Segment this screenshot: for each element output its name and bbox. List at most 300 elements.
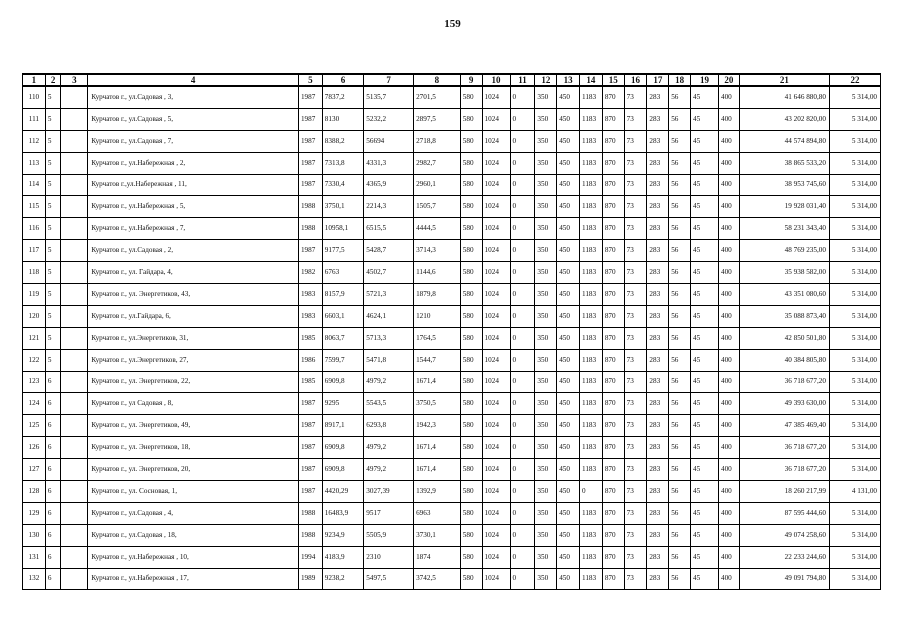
table-cell: Курчатов г., ул.Набережная , 5, xyxy=(88,196,299,218)
table-cell: 5 xyxy=(45,130,61,152)
table-cell: 1983 xyxy=(298,305,322,327)
header-row xyxy=(23,74,881,86)
table-cell xyxy=(61,437,88,459)
table-cell: 45 xyxy=(690,108,718,130)
table-cell: 8130 xyxy=(322,108,363,130)
table-cell: 6 xyxy=(45,459,61,481)
column-header: 13 xyxy=(557,74,580,86)
table-row xyxy=(23,196,881,218)
table-cell: 283 xyxy=(647,481,669,503)
table-row xyxy=(23,459,881,481)
table-cell: 45 xyxy=(690,262,718,284)
table-cell: 400 xyxy=(718,305,739,327)
table-cell: 350 xyxy=(535,152,557,174)
table-cell: 6515,5 xyxy=(364,218,414,240)
table-cell: 73 xyxy=(624,459,647,481)
table-cell: 73 xyxy=(624,305,647,327)
table-cell: 870 xyxy=(602,284,624,306)
column-header: 18 xyxy=(669,74,691,86)
table-cell: 580 xyxy=(460,524,482,546)
table-cell: 400 xyxy=(718,437,739,459)
table-cell: 1986 xyxy=(298,349,322,371)
table-cell: 450 xyxy=(557,546,580,568)
table-cell: 56 xyxy=(669,546,691,568)
table-cell: 350 xyxy=(535,130,557,152)
table-cell: 9234,9 xyxy=(322,524,363,546)
table-cell: 350 xyxy=(535,437,557,459)
table-cell: 283 xyxy=(647,524,669,546)
table-cell: 56 xyxy=(669,437,691,459)
table-cell: 580 xyxy=(460,349,482,371)
table-row xyxy=(23,218,881,240)
table-cell: 6293,8 xyxy=(364,415,414,437)
table-cell: 2701,5 xyxy=(414,86,461,108)
table-cell: 870 xyxy=(602,305,624,327)
table-cell: 36 718 677,20 xyxy=(739,371,829,393)
table-cell: 450 xyxy=(557,502,580,524)
table-cell: 47 385 469,40 xyxy=(739,415,829,437)
table-cell: 1874 xyxy=(414,546,461,568)
table-row xyxy=(23,284,881,306)
table-cell: 1671,4 xyxy=(414,459,461,481)
table-cell: 1024 xyxy=(482,371,510,393)
table-cell: 0 xyxy=(510,240,535,262)
table-cell: Курчатов г., ул. Энергетиков, 43, xyxy=(88,284,299,306)
column-header: 5 xyxy=(298,74,322,86)
table-cell xyxy=(61,284,88,306)
table-cell: 1183 xyxy=(580,218,603,240)
table-cell: 450 xyxy=(557,415,580,437)
table-cell: 580 xyxy=(460,130,482,152)
table-cell: 400 xyxy=(718,546,739,568)
column-header: 9 xyxy=(460,74,482,86)
table-cell: 1183 xyxy=(580,174,603,196)
table-cell: 5 314,00 xyxy=(829,502,880,524)
table-cell: 0 xyxy=(510,262,535,284)
table-cell: 56 xyxy=(669,174,691,196)
table-cell: 1183 xyxy=(580,437,603,459)
table-cell: 5 314,00 xyxy=(829,218,880,240)
table-cell: 400 xyxy=(718,174,739,196)
table-cell: 5 xyxy=(45,108,61,130)
table-cell: 73 xyxy=(624,415,647,437)
table-cell: 283 xyxy=(647,327,669,349)
table-cell: 283 xyxy=(647,218,669,240)
table-cell: 5 xyxy=(45,349,61,371)
table-cell: 1183 xyxy=(580,196,603,218)
table-cell: 1987 xyxy=(298,174,322,196)
table-cell xyxy=(61,152,88,174)
table-cell: 350 xyxy=(535,196,557,218)
table-cell: 121 xyxy=(23,327,46,349)
table-cell: 1024 xyxy=(482,130,510,152)
table-cell: 580 xyxy=(460,284,482,306)
table-cell: Курчатов г., ул.Набережная , 2, xyxy=(88,152,299,174)
table-cell: Курчатов г., ул.Энергетиков, 31, xyxy=(88,327,299,349)
table-cell: 45 xyxy=(690,196,718,218)
table-cell: 580 xyxy=(460,86,482,108)
table-cell: 4979,2 xyxy=(364,437,414,459)
table-cell: 870 xyxy=(602,415,624,437)
table-cell: 870 xyxy=(602,108,624,130)
table-cell: 350 xyxy=(535,262,557,284)
table-cell: 9238,2 xyxy=(322,568,363,590)
table-cell: 350 xyxy=(535,459,557,481)
table-cell: 5497,5 xyxy=(364,568,414,590)
table-cell: 45 xyxy=(690,327,718,349)
table-cell: 1985 xyxy=(298,371,322,393)
table-cell: 1024 xyxy=(482,524,510,546)
table-cell: 45 xyxy=(690,568,718,590)
table-cell: 3027,39 xyxy=(364,481,414,503)
table-cell: 580 xyxy=(460,502,482,524)
table-cell: 1183 xyxy=(580,568,603,590)
table-cell: 400 xyxy=(718,327,739,349)
table-cell: 1987 xyxy=(298,108,322,130)
table-cell: 450 xyxy=(557,459,580,481)
table-cell: 580 xyxy=(460,152,482,174)
table-cell: Курчатов г., ул. Энергетиков, 49, xyxy=(88,415,299,437)
table-cell: 73 xyxy=(624,568,647,590)
table-cell: 18 260 217,99 xyxy=(739,481,829,503)
table-cell: 5 314,00 xyxy=(829,437,880,459)
table-row xyxy=(23,349,881,371)
table-cell: 1024 xyxy=(482,437,510,459)
table-cell: 73 xyxy=(624,481,647,503)
table-cell: 0 xyxy=(510,459,535,481)
table-cell: 1183 xyxy=(580,546,603,568)
table-cell: 5 314,00 xyxy=(829,262,880,284)
table-cell: 870 xyxy=(602,546,624,568)
table-cell: 400 xyxy=(718,108,739,130)
table-cell: 45 xyxy=(690,481,718,503)
table-cell: 580 xyxy=(460,437,482,459)
table-cell: 1994 xyxy=(298,546,322,568)
table-cell: 400 xyxy=(718,152,739,174)
table-cell: 580 xyxy=(460,218,482,240)
table-cell: 580 xyxy=(460,174,482,196)
table-cell: 283 xyxy=(647,130,669,152)
column-header: 10 xyxy=(482,74,510,86)
table-cell: 580 xyxy=(460,568,482,590)
table-cell: 130 xyxy=(23,524,46,546)
table-cell: 110 xyxy=(23,86,46,108)
table-cell: 6763 xyxy=(322,262,363,284)
table-cell: 5 314,00 xyxy=(829,152,880,174)
table-cell: 1210 xyxy=(414,305,461,327)
table-cell: 5 314,00 xyxy=(829,524,880,546)
table-cell: 73 xyxy=(624,152,647,174)
column-header: 16 xyxy=(624,74,647,86)
table-cell: 350 xyxy=(535,174,557,196)
table-row xyxy=(23,393,881,415)
table-cell: 1183 xyxy=(580,152,603,174)
table-cell: 1024 xyxy=(482,174,510,196)
column-header: 2 xyxy=(45,74,61,86)
table-cell: 1183 xyxy=(580,371,603,393)
table-cell: 450 xyxy=(557,284,580,306)
table-cell xyxy=(61,305,88,327)
table-row xyxy=(23,524,881,546)
column-header: 1 xyxy=(23,74,46,86)
table-cell: 2982,7 xyxy=(414,152,461,174)
table-cell xyxy=(61,86,88,108)
table-cell xyxy=(61,568,88,590)
table-cell: 0 xyxy=(510,196,535,218)
table-cell: 283 xyxy=(647,240,669,262)
table-cell: 1183 xyxy=(580,502,603,524)
table-cell: 5 314,00 xyxy=(829,305,880,327)
table-row xyxy=(23,262,881,284)
table-cell: 1183 xyxy=(580,524,603,546)
table-cell: 350 xyxy=(535,218,557,240)
table-cell: 5471,8 xyxy=(364,349,414,371)
table-cell: 1671,4 xyxy=(414,371,461,393)
table-cell: 580 xyxy=(460,393,482,415)
table-cell: 73 xyxy=(624,502,647,524)
table-cell: 6 xyxy=(45,393,61,415)
table-cell: 870 xyxy=(602,327,624,349)
table-cell: 73 xyxy=(624,437,647,459)
table-cell: 45 xyxy=(690,284,718,306)
table-cell: 45 xyxy=(690,130,718,152)
table-cell: 580 xyxy=(460,196,482,218)
table-cell: 38 865 533,20 xyxy=(739,152,829,174)
table-cell: 73 xyxy=(624,327,647,349)
table-cell: 7837,2 xyxy=(322,86,363,108)
table-cell: 350 xyxy=(535,393,557,415)
table-cell: 870 xyxy=(602,568,624,590)
table-cell: 450 xyxy=(557,327,580,349)
column-header: 19 xyxy=(690,74,718,86)
table-cell: 450 xyxy=(557,240,580,262)
table-cell: 5 xyxy=(45,262,61,284)
table-cell: 5428,7 xyxy=(364,240,414,262)
column-header: 14 xyxy=(580,74,603,86)
table-cell: 73 xyxy=(624,86,647,108)
table-cell: 2310 xyxy=(364,546,414,568)
table-cell: 400 xyxy=(718,481,739,503)
table-cell: 400 xyxy=(718,371,739,393)
table-cell: 5543,5 xyxy=(364,393,414,415)
table-cell: 1988 xyxy=(298,196,322,218)
table-cell: 5 314,00 xyxy=(829,327,880,349)
table-cell: Курчатов г., ул. Гайдара, 4, xyxy=(88,262,299,284)
table-cell: 5 314,00 xyxy=(829,371,880,393)
table-cell: 350 xyxy=(535,349,557,371)
table-cell: 580 xyxy=(460,546,482,568)
table-cell: 580 xyxy=(460,305,482,327)
table-cell: 400 xyxy=(718,415,739,437)
table-cell: 2960,1 xyxy=(414,174,461,196)
table-cell: 6909,8 xyxy=(322,371,363,393)
table-cell: 1024 xyxy=(482,218,510,240)
table-cell: 45 xyxy=(690,393,718,415)
table-cell: 450 xyxy=(557,262,580,284)
table-cell: 1183 xyxy=(580,284,603,306)
table-cell: 41 646 880,80 xyxy=(739,86,829,108)
table-cell: 350 xyxy=(535,546,557,568)
table-cell: 870 xyxy=(602,262,624,284)
table-cell: 580 xyxy=(460,459,482,481)
table-cell: 8157,9 xyxy=(322,284,363,306)
table-cell: 1183 xyxy=(580,393,603,415)
table-cell: 1987 xyxy=(298,459,322,481)
table-cell: 1024 xyxy=(482,393,510,415)
table-cell: 580 xyxy=(460,327,482,349)
table-cell: 6603,1 xyxy=(322,305,363,327)
table-cell: 283 xyxy=(647,174,669,196)
table-cell: 5 xyxy=(45,152,61,174)
table-row xyxy=(23,437,881,459)
table-cell: 283 xyxy=(647,284,669,306)
table-cell: 127 xyxy=(23,459,46,481)
table-cell: 5 314,00 xyxy=(829,240,880,262)
table-cell: Курчатов г., ул. Энергетиков, 22, xyxy=(88,371,299,393)
table-cell: 870 xyxy=(602,218,624,240)
table-cell: 1987 xyxy=(298,86,322,108)
table-cell: 36 718 677,20 xyxy=(739,437,829,459)
table-cell: Курчатов г., ул.Энергетиков, 27, xyxy=(88,349,299,371)
column-header: 21 xyxy=(739,74,829,86)
table-cell xyxy=(61,196,88,218)
table-cell: 119 xyxy=(23,284,46,306)
table-cell: 73 xyxy=(624,262,647,284)
table-cell: Курчатов г.,ул.Набережная , 11, xyxy=(88,174,299,196)
table-cell: 5 314,00 xyxy=(829,393,880,415)
table-cell: 0 xyxy=(510,284,535,306)
table-cell: 1024 xyxy=(482,284,510,306)
table-cell: 400 xyxy=(718,218,739,240)
table-cell: 45 xyxy=(690,218,718,240)
table-cell: 580 xyxy=(460,262,482,284)
table-cell: 56 xyxy=(669,524,691,546)
column-header: 4 xyxy=(88,74,299,86)
table-cell: Курчатов г., ул. Энергетиков, 18, xyxy=(88,437,299,459)
table-cell: 283 xyxy=(647,108,669,130)
table-cell: 56 xyxy=(669,568,691,590)
table-cell: 120 xyxy=(23,305,46,327)
table-cell: 56 xyxy=(669,393,691,415)
table-cell: 87 595 444,60 xyxy=(739,502,829,524)
table-cell: 400 xyxy=(718,524,739,546)
table-cell: 124 xyxy=(23,393,46,415)
table-cell: Курчатов г., ул Садовая , 8, xyxy=(88,393,299,415)
table-cell: 283 xyxy=(647,415,669,437)
table-cell: 0 xyxy=(510,524,535,546)
table-cell: Курчатов г., ул.Набережная , 17, xyxy=(88,568,299,590)
table-cell: 580 xyxy=(460,108,482,130)
table-cell xyxy=(61,415,88,437)
table-cell: 9295 xyxy=(322,393,363,415)
table-cell: 0 xyxy=(510,415,535,437)
table-cell: 1988 xyxy=(298,524,322,546)
table-cell: 400 xyxy=(718,349,739,371)
table-cell: 6 xyxy=(45,371,61,393)
table-cell: 1183 xyxy=(580,86,603,108)
table-cell: 400 xyxy=(718,262,739,284)
table-cell: 0 xyxy=(510,349,535,371)
table-cell: 1879,8 xyxy=(414,284,461,306)
table-cell: 870 xyxy=(602,240,624,262)
table-cell: 6 xyxy=(45,502,61,524)
table-cell: 1024 xyxy=(482,262,510,284)
table-cell: 7599,7 xyxy=(322,349,363,371)
table-cell: 3714,3 xyxy=(414,240,461,262)
table-cell: 1988 xyxy=(298,502,322,524)
table-row xyxy=(23,86,881,108)
table-cell: 45 xyxy=(690,371,718,393)
table-cell xyxy=(61,349,88,371)
table-cell: 1183 xyxy=(580,459,603,481)
table-cell: 870 xyxy=(602,371,624,393)
table-cell: 126 xyxy=(23,437,46,459)
table-cell: 6 xyxy=(45,415,61,437)
page-number: 159 xyxy=(444,18,461,30)
table-cell: 1024 xyxy=(482,546,510,568)
table-cell: 45 xyxy=(690,524,718,546)
table-cell: 1024 xyxy=(482,108,510,130)
table-row xyxy=(23,240,881,262)
table-cell: 350 xyxy=(535,86,557,108)
table-cell: 1989 xyxy=(298,568,322,590)
table-cell: 45 xyxy=(690,502,718,524)
table-cell: 5 314,00 xyxy=(829,459,880,481)
table-cell: 56 xyxy=(669,86,691,108)
table-cell: 870 xyxy=(602,437,624,459)
table-cell: 131 xyxy=(23,546,46,568)
table-cell: 870 xyxy=(602,481,624,503)
table-cell xyxy=(61,546,88,568)
table-cell: 5 314,00 xyxy=(829,130,880,152)
table-cell: 450 xyxy=(557,152,580,174)
table-cell: 283 xyxy=(647,546,669,568)
column-header: 15 xyxy=(602,74,624,86)
table-row xyxy=(23,371,881,393)
table-cell: 2718,8 xyxy=(414,130,461,152)
table-cell: 56 xyxy=(669,284,691,306)
table-cell: 8063,7 xyxy=(322,327,363,349)
table-cell: 450 xyxy=(557,174,580,196)
table-cell: Курчатов г., ул.Гайдара, 6, xyxy=(88,305,299,327)
table-cell: 1024 xyxy=(482,459,510,481)
table-cell: 870 xyxy=(602,196,624,218)
table-cell: 450 xyxy=(557,568,580,590)
table-cell: 0 xyxy=(510,546,535,568)
table-cell: 400 xyxy=(718,393,739,415)
table-cell: 350 xyxy=(535,327,557,349)
table-cell: 4420,29 xyxy=(322,481,363,503)
table-cell: 45 xyxy=(690,546,718,568)
table-cell: 1505,7 xyxy=(414,196,461,218)
table-cell: 283 xyxy=(647,305,669,327)
table-cell: 49 091 794,80 xyxy=(739,568,829,590)
table-cell: Курчатов г., ул.Садовая , 5, xyxy=(88,108,299,130)
table-cell: 870 xyxy=(602,174,624,196)
table-cell: 6909,8 xyxy=(322,459,363,481)
table-cell: 4979,2 xyxy=(364,371,414,393)
table-cell: 450 xyxy=(557,86,580,108)
table-cell: 350 xyxy=(535,305,557,327)
table-cell: 4183,9 xyxy=(322,546,363,568)
table-cell: 5135,7 xyxy=(364,86,414,108)
table-cell: 45 xyxy=(690,174,718,196)
table-cell: 350 xyxy=(535,481,557,503)
table-cell xyxy=(61,174,88,196)
table-cell: Курчатов г., ул.Набережная , 10, xyxy=(88,546,299,568)
table-cell: 6 xyxy=(45,437,61,459)
table-cell: 122 xyxy=(23,349,46,371)
